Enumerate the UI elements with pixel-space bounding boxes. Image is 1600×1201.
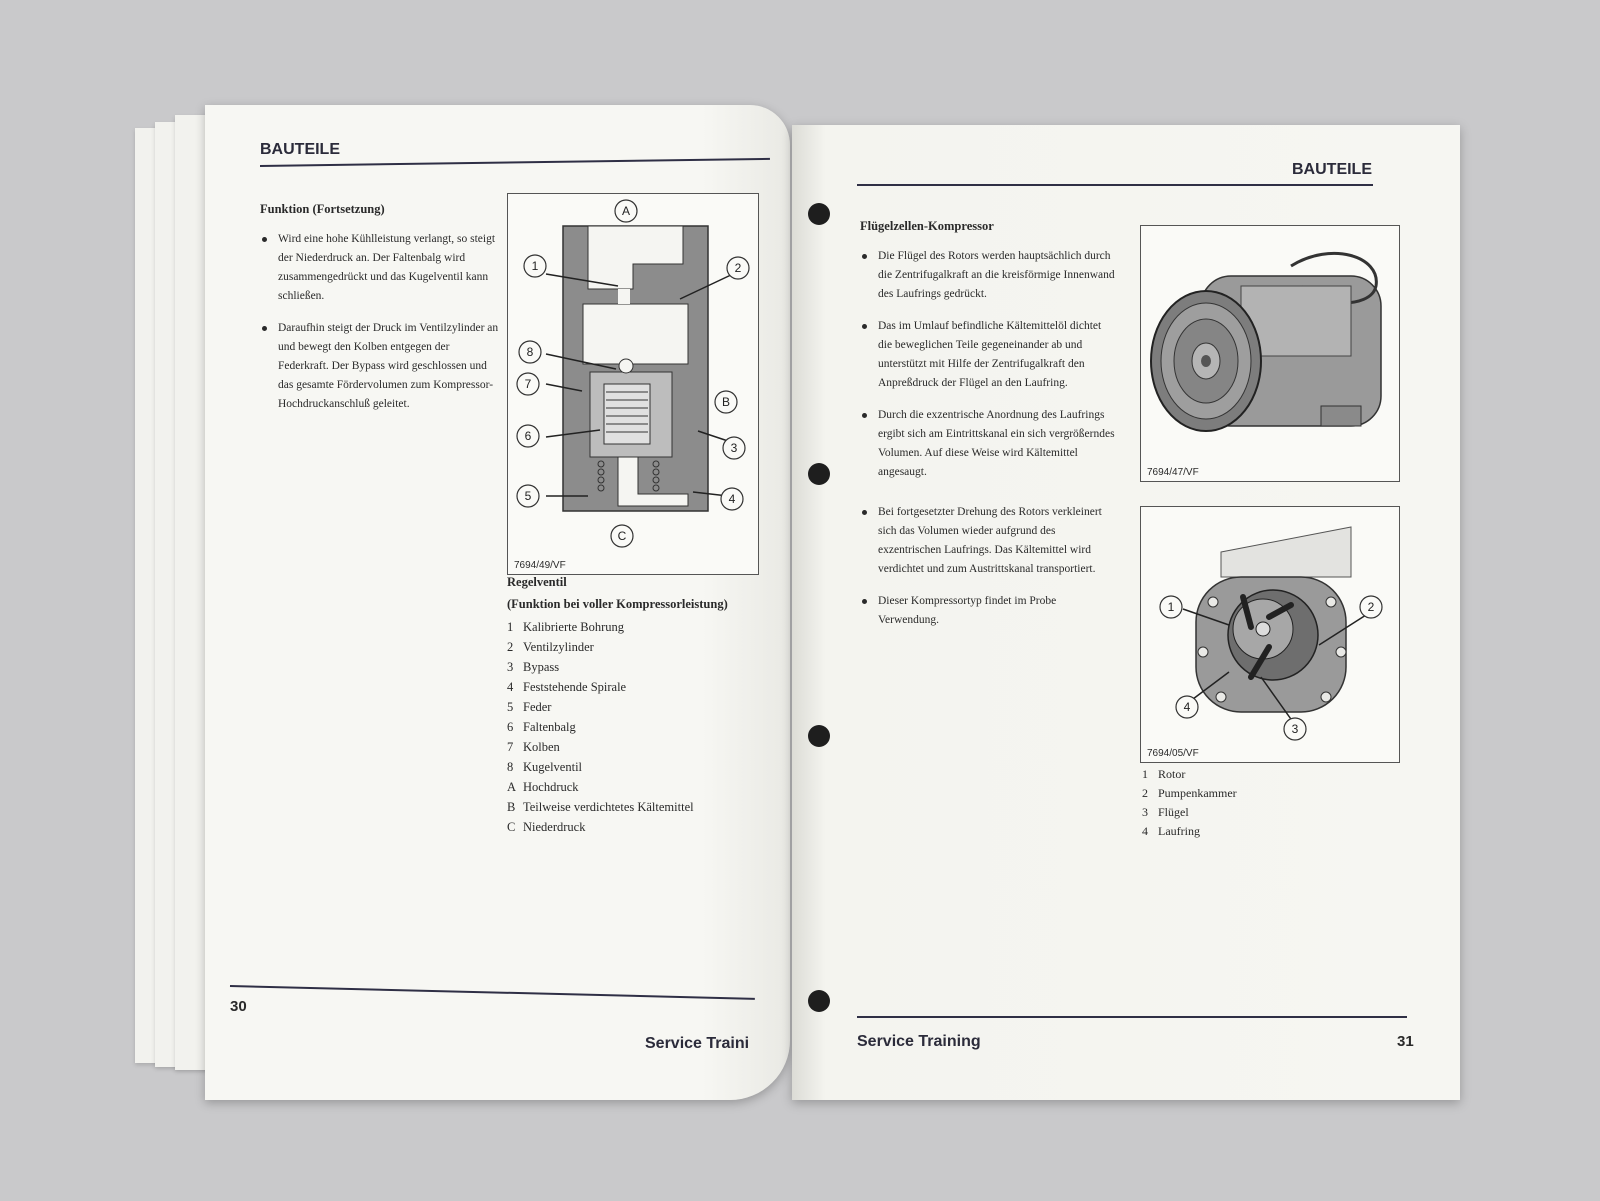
callout-label: 3	[730, 441, 738, 455]
legend-item: 1 Rotor	[1142, 767, 1186, 781]
figure-code: 7694/49/VF	[514, 560, 566, 571]
left-page	[205, 105, 790, 1100]
right-page	[792, 125, 1460, 1100]
valve-cylinder-chamber	[583, 304, 688, 364]
right-bullet-list-bottom	[860, 503, 1118, 643]
figure-code: 7694/05/VF	[1147, 748, 1199, 759]
legend-item: 4 Feststehende Spirale	[507, 680, 627, 694]
calibrated-bore	[618, 289, 630, 304]
legend-item: A Hochdruck	[507, 780, 579, 794]
callout-label: 4	[1183, 700, 1191, 714]
binder-hole	[808, 463, 830, 485]
callout-label: 8	[526, 345, 534, 359]
left-page-number: 30	[230, 998, 247, 1015]
binder-hole	[808, 725, 830, 747]
left-header: BAUTEILE	[260, 141, 340, 158]
regelventil-diagram	[508, 194, 758, 574]
regelventil-figure	[507, 193, 759, 575]
right-bullet-item: Das im Umlauf befindliche Kältemittelöl dichtet die beweglichen Teile gegeneinander ab und unterstützt mit Hilfe der Zentrifugalkraft den Anpreßdruck der Flügel an den Laufring.	[860, 317, 1118, 393]
callout-label: C	[617, 529, 627, 543]
right-bullet-list-top	[860, 247, 1118, 495]
legend-item: 5 Feder	[507, 700, 552, 714]
right-header-rule	[857, 184, 1373, 186]
callout-label: 1	[531, 259, 539, 273]
right-bullet-item: Dieser Kompressortyp findet im Probe Verwendung.	[860, 592, 1118, 630]
vane-compressor-legend	[1142, 765, 1382, 841]
callout-label: B	[721, 395, 731, 409]
callout-label: 5	[524, 489, 532, 503]
right-page-number: 31	[1397, 1033, 1414, 1050]
callout-label: 1	[1167, 600, 1175, 614]
compressor-illustration	[1141, 226, 1399, 481]
callout-label: 4	[728, 492, 736, 506]
legend-item: 2 Pumpenkammer	[1142, 786, 1237, 800]
legend-item: 1 Kalibrierte Bohrung	[507, 620, 625, 634]
right-footer-title: Service Training	[857, 1033, 981, 1050]
left-footer-rule	[230, 985, 755, 1000]
legend-item: 6 Faltenbalg	[507, 720, 576, 734]
callout-label: 7	[524, 377, 532, 391]
callout-label: 2	[1367, 600, 1375, 614]
left-section-title: Funktion (Fortsetzung)	[260, 202, 385, 216]
right-header: BAUTEILE	[1292, 161, 1372, 178]
binder-hole	[808, 203, 830, 225]
compressor-figure	[1140, 225, 1400, 482]
right-section-title: Flügelzellen-Kompressor	[860, 219, 994, 233]
legend-item: C Niederdruck	[507, 820, 586, 834]
caption-title: Regelventil	[507, 575, 567, 589]
callout-label: A	[621, 204, 631, 218]
bellows	[604, 384, 650, 444]
right-bullet-item: Durch die exzentrische Anordnung des Laufrings ergibt sich am Eintrittskanal ein sich vergrößerndes Volumen. Auf diese Weise wird Kältemittel angesaugt.	[860, 406, 1118, 482]
caption-subtitle: (Funktion bei voller Kompressorleistung)	[507, 597, 728, 611]
legend-item: 2 Ventilzylinder	[507, 640, 594, 654]
ball-valve	[619, 359, 633, 373]
left-header-rule	[260, 158, 770, 167]
figure-code: 7694/47/VF	[1147, 467, 1199, 478]
legend-item: 4 Laufring	[1142, 824, 1200, 838]
vane-compressor-diagram	[1141, 507, 1399, 762]
right-bullet-item: Die Flügel des Rotors werden hauptsächlich durch die Zentrifugalkraft an die kreisförmige Innenwand des Laufrings gedrückt.	[860, 247, 1118, 304]
callout-label: 3	[1291, 722, 1299, 736]
legend-item: 8 Kugelventil	[507, 760, 583, 774]
legend-item: B Teilweise verdichtetes Kältemittel	[507, 800, 694, 814]
binder-hole	[808, 990, 830, 1012]
left-bullet-list	[260, 230, 500, 427]
left-footer-title: Service Traini	[645, 1035, 750, 1052]
legend-item: 7 Kolben	[507, 740, 560, 754]
right-footer-rule	[857, 1016, 1407, 1018]
vane-compressor-figure	[1140, 506, 1400, 763]
callout-label: 6	[524, 429, 532, 443]
left-bullet-item: Wird eine hohe Kühlleistung verlangt, so steigt der Niederdruck an. Der Faltenbalg wird zusammengedrückt und das Kugelventil kann schließen.	[260, 230, 500, 306]
callout-label: 2	[734, 261, 742, 275]
legend-item: 3 Bypass	[507, 660, 560, 674]
legend-item: 3 Flügel	[1142, 805, 1189, 819]
left-bullet-item: Daraufhin steigt der Druck im Ventilzylinder an und bewegt den Kolben entgegen der Federkraft. Der Bypass wird geschlossen und das gesamte Fördervolumen zum Kompressor-Hochdruckanschluß geleitet.	[260, 319, 500, 414]
regelventil-legend	[507, 617, 767, 837]
right-bullet-item: Bei fortgesetzter Drehung des Rotors verkleinert sich das Volumen wieder aufgrund des exzentrischen Laufrings. Das Kältemittel wird verdichtet und zum Austrittskanal transportiert.	[860, 503, 1118, 579]
